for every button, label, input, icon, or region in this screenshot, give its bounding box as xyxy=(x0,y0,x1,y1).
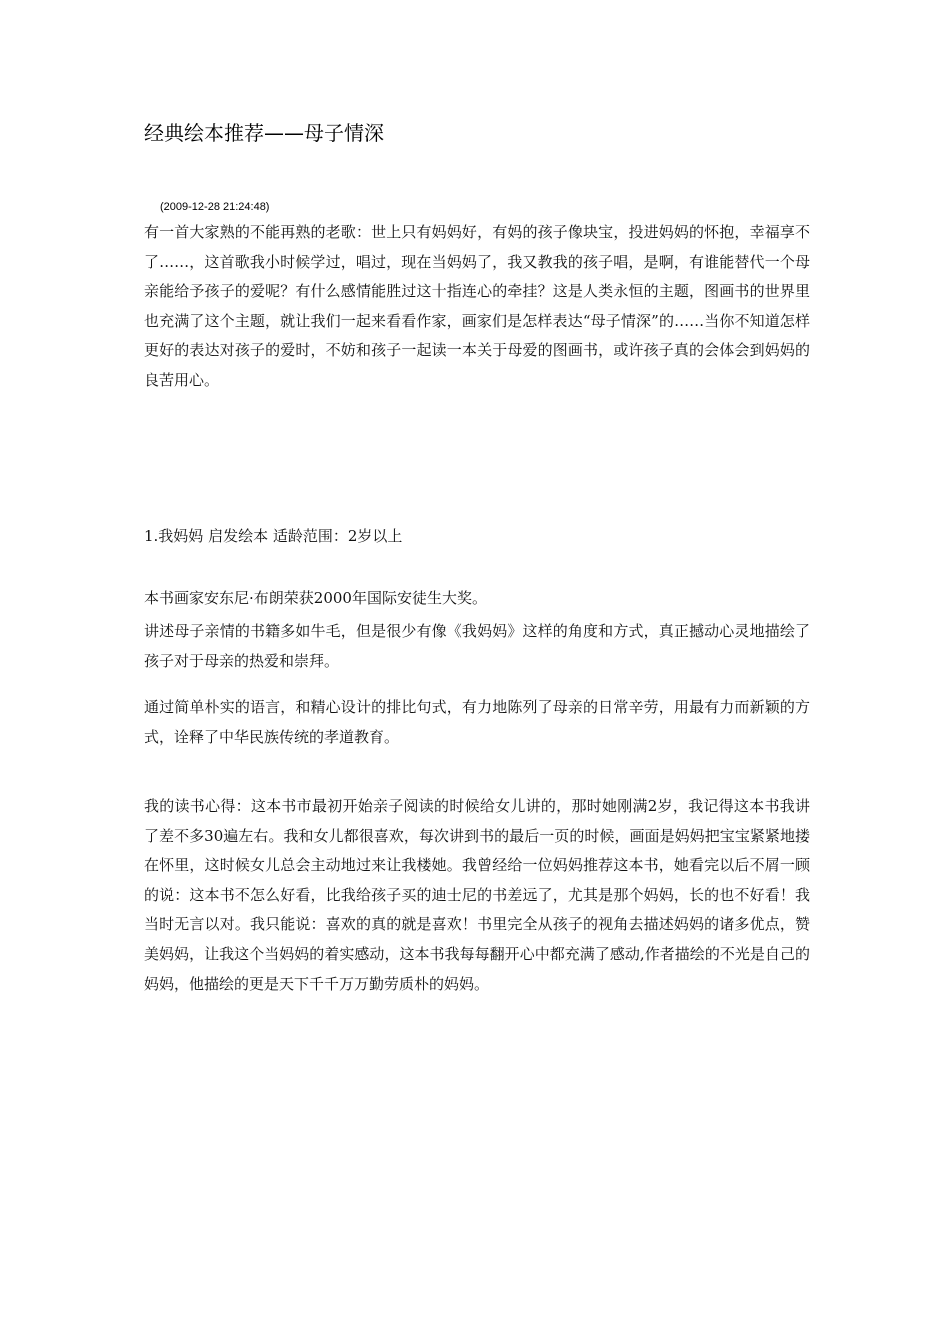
intro-paragraph: 有一首大家熟的不能再熟的老歌：世上只有妈妈好，有妈的孩子像块宝，投进妈妈的怀抱，幸福享不了……，这首歌我小时候学过，唱过，现在当妈妈了，我又教我的孩子唱，是啊，有谁能替代一个母亲能给予孩子的爱呢？有什么感情能胜过这十指连心的牵挂？这是人类永恒的主题，图画书的世界里也充满了这个主题，就让我们一起来看看作家，画家们是怎样表达“母子情深”的……当你不知道怎样更好的表达对孩子的爱时，不妨和孩子一起读一本关于母爱的图画书，或许孩子真的会体会到妈妈的良苦用心。 xyxy=(144,223,810,389)
post-date: (2009-12-28 21:24:48) xyxy=(160,201,270,213)
review-paragraph: 我的读书心得：这本书市最初开始亲子阅读的时候给女儿讲的，那时她刚满2岁，我记得这本书我讲了差不多30遍左右。我和女儿都很喜欢，每次讲到书的最后一页的时候，画面是妈妈把宝宝紧紧地搂在怀里，这时候女儿总会主动地过来让我楼她。我曾经给一位妈妈推荐这本书，她看完以后不屑一顾的说：这本书不怎么好看，比我给孩子买的迪士尼的书差远了，尤其是那个妈妈，长的也不好看！我当时无言以对。我只能说：喜欢的真的就是喜欢！书里完全从孩子的视角去描述妈妈的诸多优点，赞美妈妈，让我这个当妈妈的着实感动，这本书我每每翻开心中都充满了感动,作者描绘的不光是自己的妈妈，他描绘的更是天下千千万万勤劳质朴的妈妈。 xyxy=(144,797,810,993)
article-title: 经典绘本推荐——母子情深 xyxy=(144,121,384,145)
description-paragraph-1: 讲述母子亲情的书籍多如牛毛，但是很少有像《我妈妈》这样的角度和方式，真正撼动心灵地描绘了孩子对于母亲的热爱和崇拜。 xyxy=(144,622,810,670)
book-heading: 1.我妈妈 启发绘本 适龄范围：2岁以上 xyxy=(144,527,403,545)
description-paragraph-2: 通过简单朴实的语言，和精心设计的排比句式，有力地陈列了母亲的日常辛劳，用最有力而新颖的方式，诠释了中华民族传统的孝道教育。 xyxy=(144,698,810,746)
award-paragraph: 本书画家安东尼·布朗荣获2000年国际安徒生大奖。 xyxy=(144,589,487,607)
